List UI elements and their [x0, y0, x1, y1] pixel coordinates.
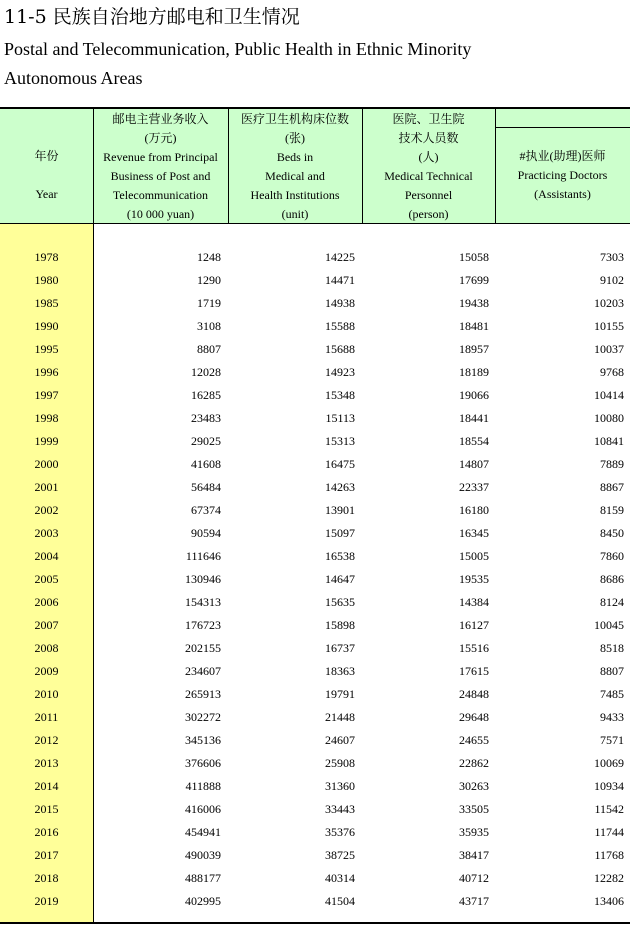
year-cell: 1985: [34, 296, 59, 310]
beds-cell: 15688: [325, 342, 355, 356]
revenue-cell: 154313: [185, 595, 221, 609]
beds-cell: 41504: [325, 894, 355, 908]
year-cell: 1980: [34, 273, 59, 287]
header-line: (万元): [144, 131, 177, 145]
revenue-cell: 411888: [185, 779, 221, 793]
revenue-cell: 3108: [197, 319, 221, 333]
subcolumn-rule: [495, 127, 630, 128]
beds-cell: 25908: [325, 756, 355, 770]
table-row: [0, 269, 630, 292]
beds-cell: 15097: [325, 526, 355, 540]
year-cell: 2014: [34, 779, 59, 793]
table-row: [0, 591, 630, 614]
beds-cell: 31360: [325, 779, 355, 793]
doctors-cell: 10934: [594, 779, 624, 793]
personnel-cell: 40712: [459, 871, 489, 885]
table-row: [0, 798, 630, 821]
doctors-cell: 10414: [594, 388, 624, 402]
table-row: [0, 706, 630, 729]
table-row: [0, 292, 630, 315]
revenue-cell: 23483: [191, 411, 221, 425]
revenue-cell: 67374: [191, 503, 221, 517]
beds-cell: 15898: [325, 618, 355, 632]
header-beds: [228, 110, 362, 224]
doctors-cell: 8867: [600, 480, 624, 494]
header-line: (张): [285, 131, 305, 145]
personnel-cell: 16180: [459, 503, 489, 517]
personnel-cell: 24655: [459, 733, 489, 747]
header-line: 医院、卫生院: [392, 112, 465, 126]
revenue-cell: 1719: [197, 296, 221, 310]
table-row: [0, 522, 630, 545]
year-cell: 1996: [34, 365, 59, 379]
data-table: [0, 107, 630, 927]
beds-cell: 19791: [325, 687, 355, 701]
header-line: (unit): [281, 207, 309, 221]
year-cell: 2009: [34, 664, 59, 678]
table-row: [0, 246, 630, 269]
beds-cell: 14647: [325, 572, 355, 586]
year-cell: 2000: [34, 457, 59, 471]
header-line: Personnel: [404, 188, 453, 202]
revenue-cell: 376606: [185, 756, 221, 770]
revenue-cell: 41608: [191, 457, 221, 471]
beds-cell: 15348: [325, 388, 355, 402]
year-cell: 1997: [34, 388, 59, 402]
header-line: 年份: [34, 149, 59, 163]
revenue-cell: 416006: [185, 802, 221, 816]
doctors-cell: 7860: [600, 549, 624, 563]
year-cell: 2003: [34, 526, 59, 540]
personnel-cell: 16345: [459, 526, 489, 540]
year-cell: 2007: [34, 618, 59, 632]
table-top-rule: [0, 107, 630, 109]
year-cell: 1978: [34, 250, 59, 264]
year-cell: 2008: [34, 641, 59, 655]
revenue-cell: 1248: [197, 250, 221, 264]
personnel-cell: 15058: [459, 250, 489, 264]
revenue-cell: 265913: [185, 687, 221, 701]
revenue-cell: 111646: [185, 549, 221, 563]
table-title-chinese: 11-5 民族自治地方邮电和卫生情况: [4, 6, 300, 28]
doctors-cell: 8124: [600, 595, 624, 609]
table-row: [0, 867, 630, 890]
table-row: [0, 499, 630, 522]
table-row: [0, 614, 630, 637]
table-row: [0, 476, 630, 499]
header-line: Medical and: [265, 169, 325, 183]
doctors-cell: 9433: [600, 710, 624, 724]
doctors-cell: 8450: [600, 526, 624, 540]
revenue-cell: 16285: [191, 388, 221, 402]
header-line: 医疗卫生机构床位数: [240, 112, 349, 126]
revenue-cell: 12028: [191, 365, 221, 379]
beds-cell: 15313: [325, 434, 355, 448]
beds-cell: 16475: [325, 457, 355, 471]
table-row: [0, 384, 630, 407]
table-row: [0, 637, 630, 660]
doctors-cell: 7485: [600, 687, 624, 701]
personnel-cell: 17615: [459, 664, 489, 678]
doctors-cell: 10045: [594, 618, 624, 632]
revenue-cell: 56484: [191, 480, 221, 494]
header-line: (10 000 yuan): [126, 207, 195, 221]
personnel-cell: 18481: [459, 319, 489, 333]
doctors-cell: 11542: [594, 802, 624, 816]
table-row: [0, 890, 630, 913]
personnel-cell: 19066: [459, 388, 489, 402]
header-line: Telecommunication: [112, 188, 209, 202]
year-cell: 2019: [34, 894, 59, 908]
table-row: [0, 844, 630, 867]
table-body: [0, 246, 630, 913]
personnel-cell: 15005: [459, 549, 489, 563]
header-line: Revenue from Principal: [103, 150, 218, 164]
revenue-cell: 29025: [191, 434, 221, 448]
beds-cell: 18363: [325, 664, 355, 678]
beds-cell: 16737: [325, 641, 355, 655]
revenue-cell: 176723: [185, 618, 221, 632]
header-line: Practicing Doctors: [517, 168, 608, 182]
personnel-cell: 18554: [459, 434, 489, 448]
header-line: (人): [418, 150, 439, 164]
year-cell: 2016: [34, 825, 59, 839]
beds-cell: 14471: [325, 273, 355, 287]
table-row: [0, 660, 630, 683]
doctors-cell: 12282: [594, 871, 624, 885]
header-line: Medical Technical: [384, 169, 473, 183]
beds-cell: 14263: [325, 480, 355, 494]
year-cell: 1998: [34, 411, 59, 425]
personnel-cell: 22862: [459, 756, 489, 770]
header-line: Business of Post and: [110, 169, 211, 183]
revenue-cell: 490039: [185, 848, 221, 862]
personnel-cell: 14807: [459, 457, 489, 471]
table-row: [0, 430, 630, 453]
header-revenue: [93, 110, 228, 224]
personnel-cell: 19535: [459, 572, 489, 586]
doctors-cell: 11768: [594, 848, 624, 862]
header-line: Year: [35, 187, 58, 201]
personnel-cell: 17699: [459, 273, 489, 287]
year-cell: 2005: [34, 572, 59, 586]
doctors-cell: 10841: [594, 434, 624, 448]
personnel-cell: 30263: [459, 779, 489, 793]
table-row: [0, 568, 630, 591]
beds-cell: 38725: [325, 848, 355, 862]
table-row: [0, 821, 630, 844]
personnel-cell: 38417: [459, 848, 489, 862]
beds-cell: 14225: [325, 250, 355, 264]
header-line: #执业(助理)医师: [519, 149, 606, 163]
beds-cell: 33443: [325, 802, 355, 816]
year-cell: 2006: [34, 595, 59, 609]
revenue-cell: 130946: [185, 572, 221, 586]
year-cell: 2017: [34, 848, 59, 862]
doctors-cell: 7303: [600, 250, 624, 264]
year-cell: 1990: [34, 319, 59, 333]
year-cell: 2015: [34, 802, 59, 816]
header-line: (Assistants): [534, 187, 591, 201]
header-practicing-doctors: [495, 147, 630, 204]
table-row: [0, 338, 630, 361]
revenue-cell: 345136: [185, 733, 221, 747]
header-line: 邮电主营业务收入: [112, 112, 209, 126]
header-year: [0, 147, 93, 204]
beds-cell: 14923: [325, 365, 355, 379]
doctors-cell: 7571: [600, 733, 624, 747]
personnel-cell: 16127: [459, 618, 489, 632]
table-bottom-rule: [0, 922, 630, 924]
year-cell: 2002: [34, 503, 59, 517]
beds-cell: 15588: [325, 319, 355, 333]
doctors-cell: 8686: [600, 572, 624, 586]
personnel-cell: 29648: [459, 710, 489, 724]
table-row: [0, 775, 630, 798]
header-line: Beds in: [276, 150, 314, 164]
personnel-cell: 35935: [459, 825, 489, 839]
doctors-cell: 10080: [594, 411, 624, 425]
beds-cell: 21448: [325, 710, 355, 724]
year-cell: 2011: [34, 710, 59, 724]
revenue-cell: 202155: [185, 641, 221, 655]
table-title-english-line1: Postal and Telecommunication, Public Health in Ethnic Minority: [4, 39, 472, 59]
personnel-cell: 18441: [459, 411, 489, 425]
table-row: [0, 315, 630, 338]
personnel-cell: 15516: [459, 641, 489, 655]
doctors-cell: 10037: [594, 342, 624, 356]
beds-cell: 13901: [325, 503, 355, 517]
year-cell: 2012: [34, 733, 59, 747]
year-cell: 2010: [34, 687, 59, 701]
revenue-cell: 1290: [197, 273, 221, 287]
revenue-cell: 454941: [185, 825, 221, 839]
year-cell: 2013: [34, 756, 59, 770]
beds-cell: 15635: [325, 595, 355, 609]
table-row: [0, 407, 630, 430]
header-line: (person): [408, 207, 449, 221]
year-cell: 2001: [34, 480, 59, 494]
beds-cell: 14938: [325, 296, 355, 310]
personnel-cell: 22337: [459, 480, 489, 494]
header-line: 技术人员数: [398, 131, 459, 145]
revenue-cell: 234607: [185, 664, 221, 678]
doctors-cell: 9102: [600, 273, 624, 287]
table-row: [0, 545, 630, 568]
personnel-cell: 33505: [459, 802, 489, 816]
doctors-cell: 9768: [600, 365, 624, 379]
personnel-cell: 19438: [459, 296, 489, 310]
doctors-cell: 10155: [594, 319, 624, 333]
beds-cell: 15113: [325, 411, 355, 425]
header-line: [0, 166, 93, 185]
table-title-english-line2: Autonomous Areas: [4, 68, 143, 88]
doctors-cell: 8159: [600, 503, 624, 517]
revenue-cell: 402995: [185, 894, 221, 908]
table-row: [0, 361, 630, 384]
year-cell: 2018: [34, 871, 59, 885]
doctors-cell: 13406: [594, 894, 624, 908]
revenue-cell: 90594: [191, 526, 221, 540]
beds-cell: 24607: [325, 733, 355, 747]
personnel-cell: 18957: [459, 342, 489, 356]
doctors-cell: 11744: [594, 825, 624, 839]
year-cell: 2004: [34, 549, 59, 563]
beds-cell: 35376: [325, 825, 355, 839]
table-row: [0, 729, 630, 752]
table-row: [0, 752, 630, 775]
table-row: [0, 453, 630, 476]
header-line: Health Institutions: [250, 188, 340, 202]
personnel-cell: 43717: [459, 894, 489, 908]
doctors-cell: 7889: [600, 457, 624, 471]
doctors-cell: 10069: [594, 756, 624, 770]
revenue-cell: 302272: [185, 710, 221, 724]
personnel-cell: 14384: [459, 595, 489, 609]
revenue-cell: 8807: [197, 342, 221, 356]
personnel-cell: 24848: [459, 687, 489, 701]
personnel-cell: 18189: [459, 365, 489, 379]
beds-cell: 40314: [325, 871, 355, 885]
doctors-cell: 8807: [600, 664, 624, 678]
doctors-cell: 8518: [600, 641, 624, 655]
header-medical-personnel: [362, 110, 495, 224]
beds-cell: 16538: [325, 549, 355, 563]
table-row: [0, 683, 630, 706]
year-cell: 1995: [34, 342, 59, 356]
doctors-cell: 10203: [594, 296, 624, 310]
revenue-cell: 488177: [185, 871, 221, 885]
year-cell: 1999: [34, 434, 59, 448]
